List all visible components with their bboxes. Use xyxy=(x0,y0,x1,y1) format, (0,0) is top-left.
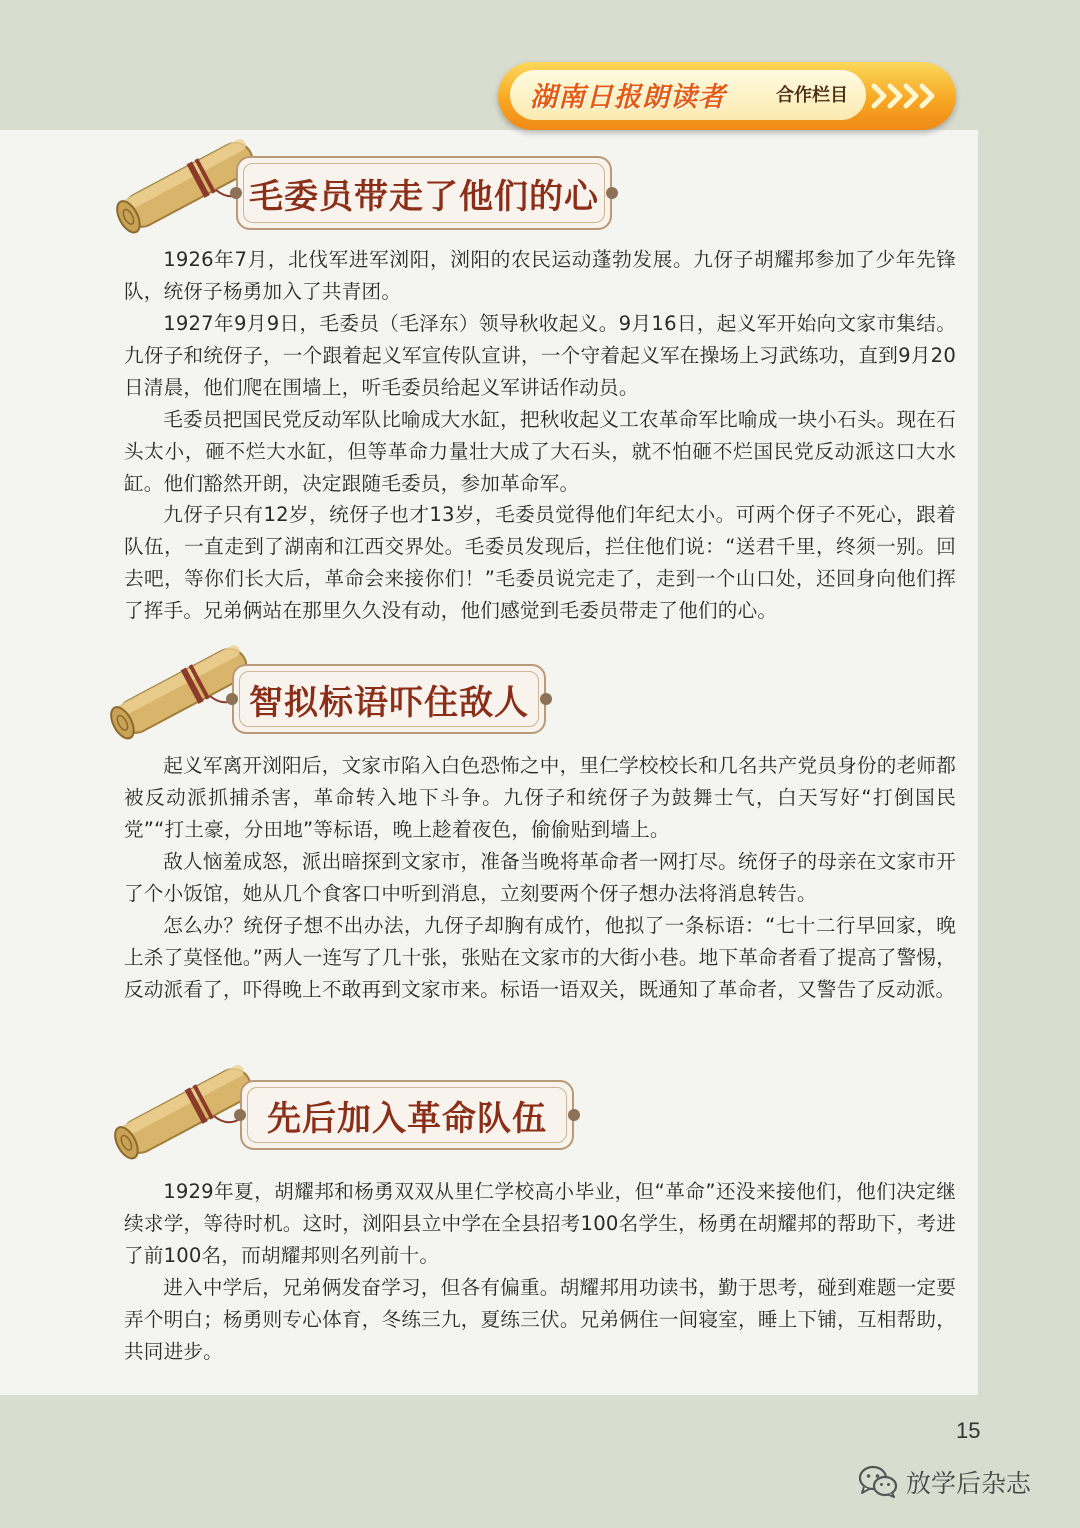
column-title: 湖南日报朗读者 xyxy=(530,82,726,113)
heading-plaque xyxy=(240,1080,574,1150)
page-number: 15 xyxy=(956,1418,981,1443)
chevron-arrows-icon xyxy=(870,76,944,116)
paragraph: 1926年7月，北伐军进军浏阳，浏阳的农民运动蓬勃发展。九伢子胡耀邦参加了少年先锋队，统伢子杨勇加入了共青团。 xyxy=(124,248,956,303)
watermark xyxy=(858,1462,1031,1502)
column-subtitle: 合作栏目 xyxy=(776,85,848,106)
paragraph: 起义军离开浏阳后，文家市陷入白色恐怖之中，里仁学校校长和几名共产党员身份的老师都被反动派抓捕杀害，革命转入地下斗争。九伢子和统伢子为鼓舞士气，白天写好“打倒国民党”“打土豪，分田地”等标语，晚上趁着夜色，偷偷贴到墙上。 xyxy=(124,754,956,841)
paragraph: 毛委员把国民党反动军队比喻成大水缸，把秋收起义工农革命军比喻成一块小石头。现在石头太小，砸不烂大水缸，但等革命力量壮大成了大石头，就不怕砸不烂国民党反动派这口大水缸。他们豁然开朗，决定跟随毛委员，参加革命军。 xyxy=(124,408,956,495)
wechat-icon xyxy=(858,1465,898,1499)
paragraph: 进入中学后，兄弟俩发奋学习，但各有偏重。胡耀邦用功读书，勤于思考，碰到难题一定要弄个明白；杨勇则专心体育，冬练三九，夏练三伏。兄弟俩住一间寝室，睡上下铺，互相帮助，共同进步。 xyxy=(124,1276,956,1363)
section-heading-1 xyxy=(108,124,628,242)
section-title: 智拟标语吓住敌人 xyxy=(249,682,529,723)
paragraph: 1929年夏，胡耀邦和杨勇双双从里仁学校高小毕业，但“革命”还没来接他们，他们决定继续求学，等待时机。这时，浏阳县立中学在全县招考100名学生，杨勇在胡耀邦的帮助下，考进了前100名，而胡耀邦则名列前十。 xyxy=(124,1180,956,1267)
watermark-text: 放学后杂志 xyxy=(906,1469,1032,1498)
section-heading-2 xyxy=(102,630,562,748)
column-tag xyxy=(498,62,956,130)
paragraph: 1927年9月9日，毛委员（毛泽东）领导秋收起义。9月16日，起义军开始向文家市集结。九伢子和统伢子，一个跟着起义军宣传队宣讲，一个守着起义军在操场上习武练功，直到9月20日清晨，他们爬在围墙上，听毛委员给起义军讲话作动员。 xyxy=(124,312,956,399)
paragraph: 敌人恼羞成怒，派出暗探到文家市，准备当晚将革命者一网打尽。统伢子的母亲在文家市开了个小饭馆，她从几个食客口中听到消息，立刻要两个伢子想办法将消息转告。 xyxy=(124,850,956,905)
section-title: 先后加入革命队伍 xyxy=(267,1098,547,1139)
paragraph: 怎么办？统伢子想不出办法，九伢子却胸有成竹，他拟了一条标语：“七十二行早回家，晚上杀了莫怪他。”两人一连写了几十张，张贴在文家市的大街小巷。地下革命者看了提高了警惕，反动派看了，吓得晚上不敢再到文家市来。标语一语双关，既通知了革命者，又警告了反动派。 xyxy=(124,914,956,1001)
heading-plaque xyxy=(236,156,612,230)
section-title: 毛委员带走了他们的心 xyxy=(249,176,599,217)
paragraph: 九伢子只有12岁，统伢子也才13岁，毛委员觉得他们年纪太小。可两个伢子不死心，跟着队伍，一直走到了湖南和江西交界处。毛委员发现后，拦住他们说：“送君千里，终须一别。回去吧，等你们长大后，革命会来接你们！”毛委员说完走了，走到一个山口处，还回身向他们挥了挥手。兄弟俩站在那里久久没有动，他们感觉到毛委员带走了他们的心。 xyxy=(124,503,956,622)
section-heading-3 xyxy=(106,1050,586,1168)
heading-plaque xyxy=(232,664,546,734)
